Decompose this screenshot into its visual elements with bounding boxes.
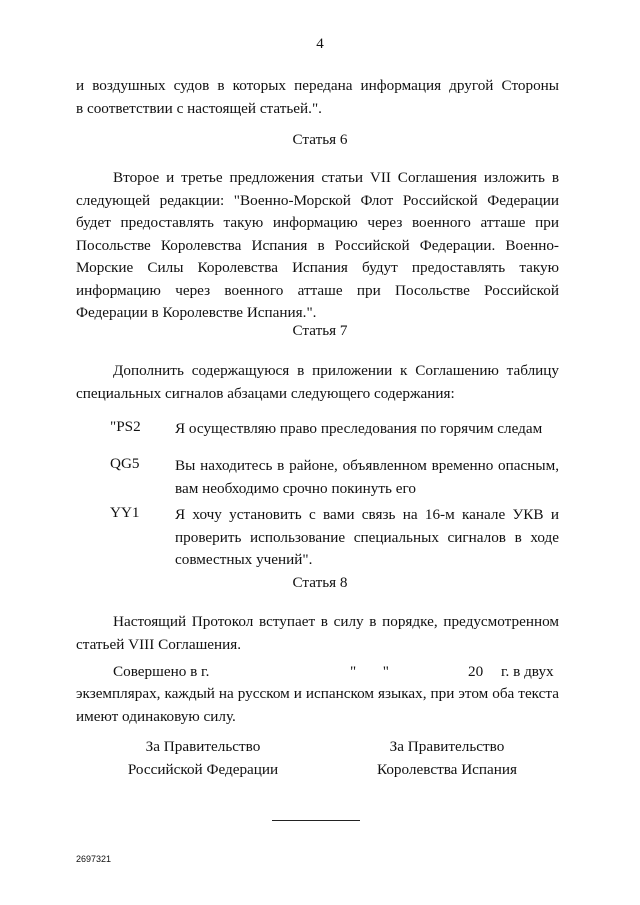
- page-number: 4: [316, 36, 324, 52]
- intro-paragraph: [76, 75, 559, 120]
- paragraph-line: следующей редакции: "Военно-Морской Флот Российской Федерации: [76, 191, 559, 209]
- paragraph-line: и воздушных судов в которых передана информация другой Стороны: [76, 77, 559, 94]
- signal-line: проверить использование специальных сигналов в ходе: [175, 528, 559, 546]
- signature-line: Королевства Испания: [376, 760, 518, 778]
- done-end: г. в двух: [501, 663, 554, 680]
- signal-text: [175, 418, 559, 441]
- signal-line: Я хочу установить с вами связь на 16-м канале УКВ и: [175, 506, 559, 523]
- closing-divider: [272, 820, 360, 821]
- signal-line: совместных учений".: [175, 551, 313, 568]
- paragraph-line: специальных сигналов абзацами следующего содержания:: [76, 384, 455, 402]
- signal-text: [175, 504, 559, 572]
- paragraph-line: будет предоставлять такую информацию через военного атташе при: [76, 214, 559, 231]
- document-number: 2697321: [76, 854, 112, 864]
- signature-line: Российской Федерации: [127, 760, 279, 778]
- signal-line: Вы находитесь в районе, объявленном временно опасным,: [175, 457, 559, 474]
- paragraph-line: Настоящий Протокол вступает в силу в порядке, предусмотренном: [113, 613, 559, 630]
- paragraph-line: статьей VIII Соглашения.: [76, 635, 242, 653]
- signal-code: "PS2: [110, 418, 141, 435]
- signature-block-spain: [362, 736, 532, 781]
- signal-line: вам необходимо срочно покинуть его: [175, 479, 416, 497]
- article-6-paragraph: [76, 167, 559, 325]
- paragraph-line: в соответствии с настоящей статьей.".: [76, 99, 322, 117]
- date-quotes: " ": [350, 663, 389, 680]
- done-clause-first-line: [76, 661, 559, 683]
- year-prefix: 20: [468, 663, 484, 680]
- signature-block-russia: [118, 736, 288, 781]
- paragraph-line: Второе и третье предложения статьи VII Соглашения изложить в: [113, 169, 559, 186]
- signature-line: За Правительство: [389, 738, 505, 755]
- done-start: Совершено в г.: [113, 663, 210, 680]
- paragraph-line: экземплярах, каждый на русском и испанском языках, при этом оба текста: [76, 685, 559, 702]
- article-7-heading: Статья 7: [292, 322, 348, 339]
- signature-line: За Правительство: [145, 738, 261, 755]
- article-8-heading: Статья 8: [292, 574, 348, 591]
- signal-code: YY1: [110, 504, 140, 521]
- done-clause-paragraph: [76, 683, 559, 728]
- signal-line: Я осуществляю право преследования по горячим следам: [175, 420, 543, 437]
- paragraph-line: Дополнить содержащуюся в приложении к Соглашению таблицу: [113, 362, 559, 379]
- paragraph-line: Федерации в Королевстве Испания.".: [76, 304, 317, 321]
- paragraph-line: Морские Силы Королевства Испания будут предоставлять такую: [76, 259, 559, 276]
- signal-code: QG5: [110, 455, 140, 472]
- article-7-paragraph: [76, 360, 559, 405]
- signal-text: [175, 455, 559, 500]
- paragraph-line: имеют одинаковую силу.: [76, 707, 236, 725]
- paragraph-line: Посольстве Королевства Испания в Российской Федерации. Военно-: [76, 236, 559, 254]
- paragraph-line: информацию через военного атташе при Посольстве Российской: [76, 281, 559, 299]
- article-8-paragraph: [76, 611, 559, 656]
- article-6-heading: Статья 6: [292, 131, 348, 148]
